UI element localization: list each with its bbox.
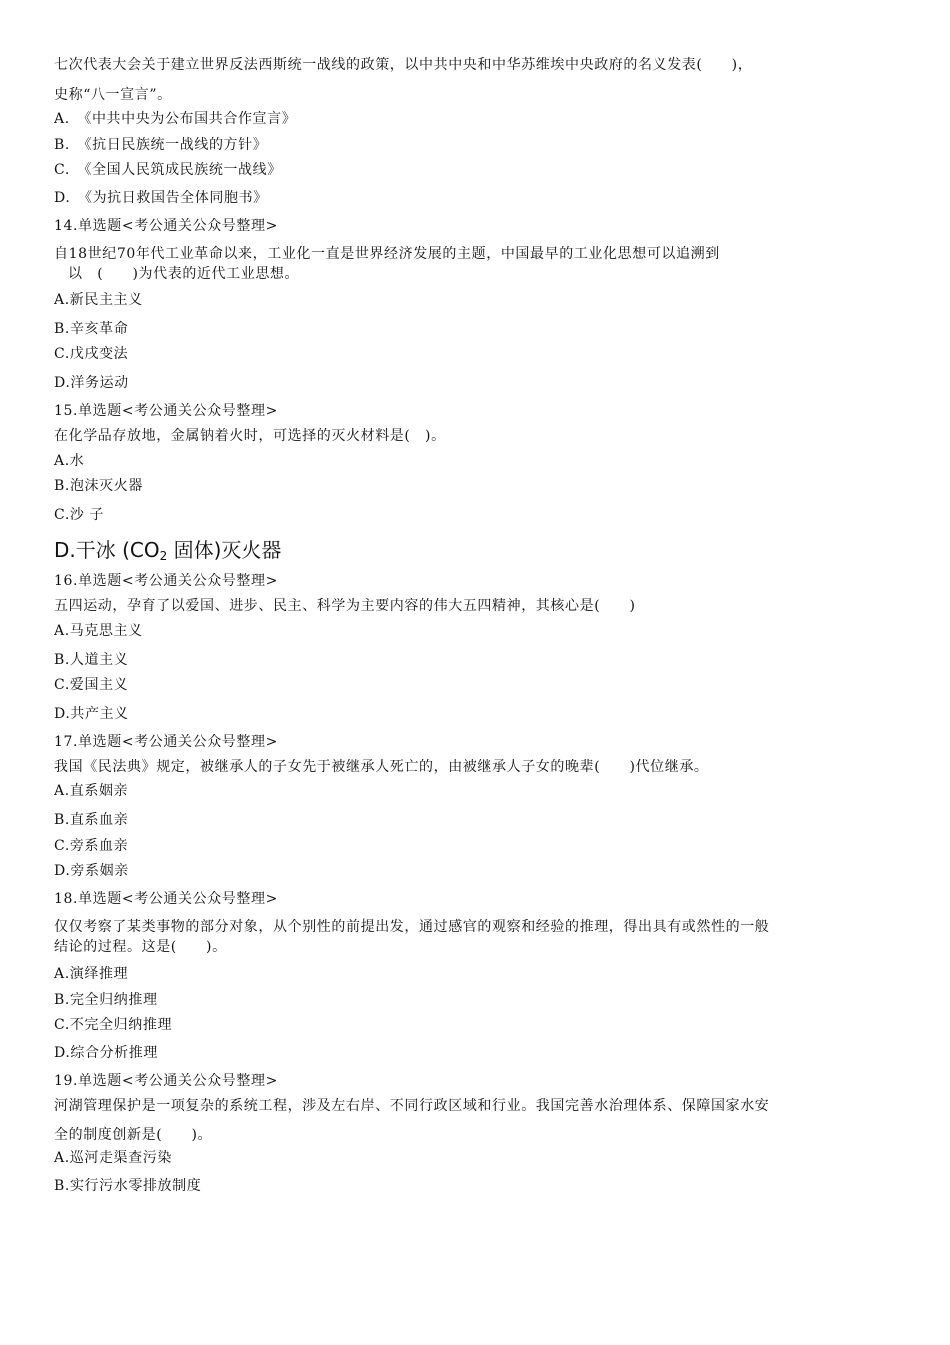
q18-stem-line-1: 仅仅考察了某类事物的部分对象，从个别性的前提出发，通过感官的观察和经验的推理，得出具有或然性的一般 — [54, 919, 770, 935]
intro-option-b: B. 《抗日民族统一战线的方针》 — [54, 137, 268, 153]
q17-option-d: D.旁系姻亲 — [54, 863, 129, 879]
q14-option-b: B.辛亥革命 — [54, 321, 129, 337]
q15-header: 15.单选题<考公通关公众号整理> — [54, 403, 278, 419]
q14-header: 14.单选题<考公通关公众号整理> — [54, 218, 278, 234]
q14-stem-line-2: 以 ( )为代表的近代工业思想。 — [68, 266, 300, 282]
q17-option-b: B.直系血亲 — [54, 812, 129, 828]
q16-option-c: C.爱国主义 — [54, 677, 129, 693]
q18-option-a: A.演绎推理 — [54, 966, 129, 982]
q16-option-a: A.马克思主义 — [54, 623, 143, 639]
q17-header: 17.单选题<考公通关公众号整理> — [54, 734, 278, 750]
q15-option-d-subscript: 2 — [159, 549, 168, 563]
q15-option-a: A.水 — [54, 453, 85, 469]
q15-stem-line-1: 在化学品存放地，金属钠着火时，可选择的灭火材料是( )。 — [54, 428, 446, 444]
intro-stem-line-1: 七次代表大会关于建立世界反法西斯统一战线的政策，以中共中央和中华苏维埃中央政府的名义发表( )， — [54, 57, 753, 73]
q17-option-a: A.直系姻亲 — [54, 783, 129, 799]
q18-option-c: C.不完全归纳推理 — [54, 1017, 173, 1033]
intro-stem-line-2: 史称“八一宣言”。 — [54, 87, 172, 103]
q15-option-d-prefix: D.干冰 (CO — [54, 538, 160, 562]
q19-option-a: A.巡河走渠查污染 — [54, 1150, 172, 1166]
q15-option-b: B.泡沫灭火器 — [54, 478, 143, 494]
q14-option-c: C.戊戌变法 — [54, 346, 129, 362]
q16-option-b: B.人道主义 — [54, 652, 129, 668]
q14-stem-line-1: 自18世纪70年代工业革命以来，工业化一直是世界经济发展的主题，中国最早的工业化思想可以追溯到 — [54, 246, 720, 262]
q18-header: 18.单选题<考公通关公众号整理> — [54, 891, 278, 907]
q18-option-d: D.综合分析推理 — [54, 1045, 158, 1061]
q15-option-c: C.沙 子 — [54, 507, 105, 523]
q19-stem-line-2: 全的制度创新是( )。 — [54, 1127, 213, 1143]
q16-option-d: D.共产主义 — [54, 706, 129, 722]
intro-option-d: D. 《为抗日救国告全体同胞书》 — [54, 190, 268, 206]
q19-header: 19.单选题<考公通关公众号整理> — [54, 1073, 278, 1089]
q19-option-b: B.实行污水零排放制度 — [54, 1178, 202, 1194]
q14-option-a: A.新民主主义 — [54, 292, 143, 308]
q15-option-d-suffix: 固体)灭火器 — [167, 538, 282, 562]
q17-option-c: C.旁系血亲 — [54, 838, 129, 854]
q16-header: 16.单选题<考公通关公众号整理> — [54, 573, 278, 589]
q18-stem-line-2: 结论的过程。这是( )。 — [54, 939, 227, 955]
intro-option-a: A. 《中共中央为公布国共合作宣言》 — [54, 111, 297, 127]
q16-stem-line-1: 五四运动，孕育了以爱国、进步、民主、科学为主要内容的伟大五四精神，其核心是( ) — [54, 598, 636, 614]
q19-stem-line-1: 河湖管理保护是一项复杂的系统工程，涉及左右岸、不同行政区域和行业。我国完善水治理体系、保障国家水安 — [54, 1098, 770, 1114]
q14-option-d: D.洋务运动 — [54, 375, 129, 391]
q18-option-b: B.完全归纳推理 — [54, 992, 158, 1008]
intro-option-c: C. 《全国人民筑成民族统一战线》 — [54, 162, 282, 178]
q17-stem-line-1: 我国《民法典》规定，被继承人的子女先于被继承人死亡的，由被继承人子女的晚辈( )代位继承。 — [54, 759, 709, 775]
q15-option-d — [54, 538, 281, 568]
